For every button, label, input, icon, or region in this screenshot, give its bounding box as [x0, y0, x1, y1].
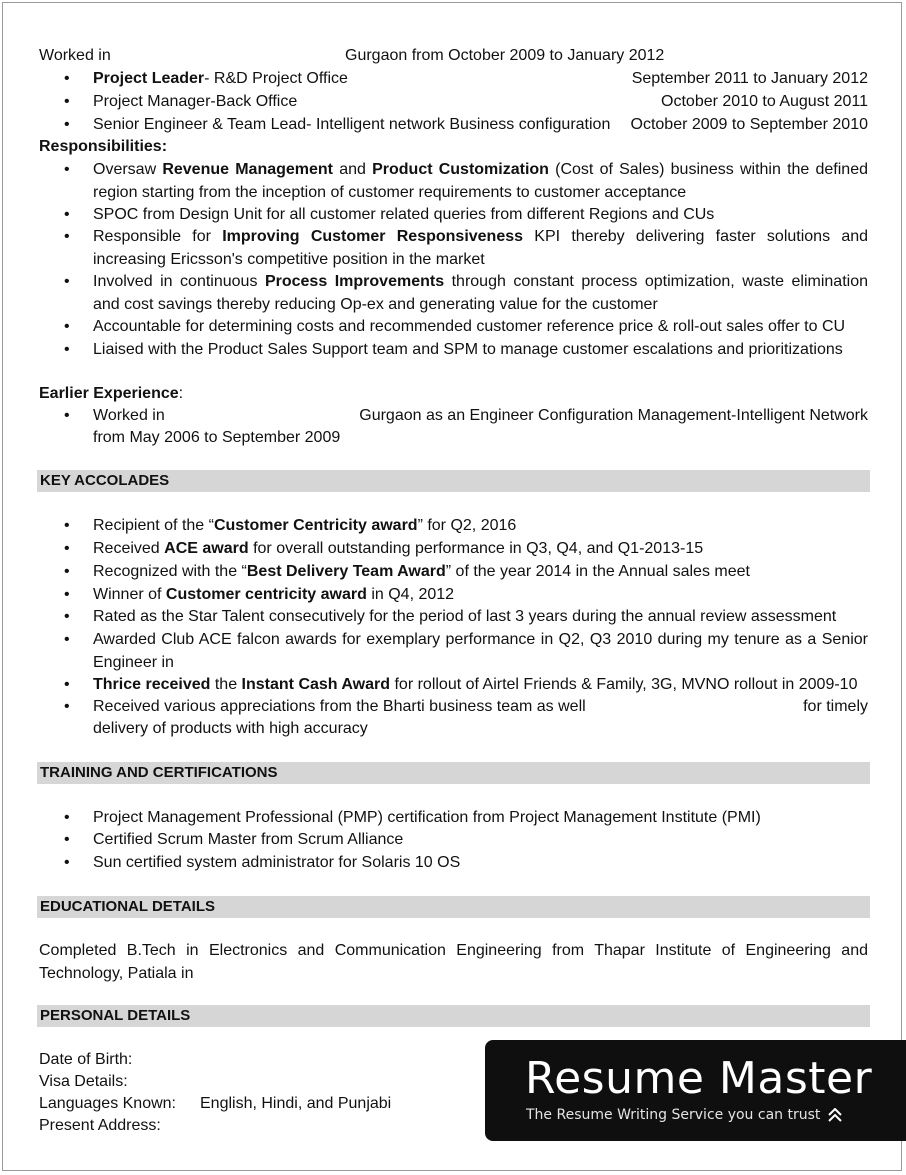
accolade-item: Recipient of the “Customer Centricity award” for Q2, 2016	[93, 517, 517, 534]
accolade-item: Awarded Club ACE falcon awards for exemplary performance in Q2, Q3 2010 during my tenure as a Senior Engineer in	[93, 631, 868, 671]
watermark-title: Resume Master	[525, 1053, 873, 1104]
responsibility-item: Responsible for Improving Customer Responsiveness KPI thereby delivering faster solutions and increasing Ericsson's competitive position in the market	[93, 228, 869, 268]
bullet	[64, 807, 70, 829]
role-period: September 2011 to January 2012	[631, 70, 868, 87]
watermark-tagline: The Resume Writing Service you can trust	[526, 1107, 821, 1123]
bullet	[64, 226, 70, 248]
bullet	[64, 339, 70, 361]
earlier-worked-in: Worked in	[93, 407, 165, 424]
bullet	[64, 405, 70, 427]
bullet	[64, 629, 70, 651]
responsibility-item: Oversaw Revenue Management and Product Customization (Cost of Sales) business within the defined region starting from the inception of customer requirements to customer acceptance	[93, 161, 869, 201]
resume-master-watermark	[485, 1040, 906, 1141]
responsibility-item: Accountable for determining costs and recommended customer reference price & roll-out sales offer to CU	[93, 318, 846, 335]
languages-label: Languages Known:	[39, 1095, 176, 1112]
accolade-item: Rated as the Star Talent consecutively for the period of last 3 years during the annual review assessment	[93, 608, 837, 625]
responsibilities-heading: Responsibilities:	[39, 138, 168, 155]
earlier-experience-heading: Earlier Experience:	[39, 385, 184, 402]
bullet	[64, 91, 70, 113]
earlier-experience-text: Gurgaon as an Engineer Configuration Management-Intelligent Network	[359, 407, 868, 424]
bullet	[64, 114, 70, 136]
training-item: Project Management Professional (PMP) certification from Project Management Institute (PMI)	[93, 809, 761, 826]
double-chevron-up-icon	[827, 1108, 843, 1122]
bullet	[64, 584, 70, 606]
bullet	[64, 538, 70, 560]
responsibility-item: SPOC from Design Unit for all customer related queries from different Regions and CUs	[93, 206, 715, 223]
bullet	[64, 852, 70, 874]
accolade-item-continued: delivery of products with high accuracy	[93, 720, 368, 737]
training-item: Sun certified system administrator for Solaris 10 OS	[93, 854, 461, 871]
bullet	[64, 696, 70, 718]
education-text: Completed B.Tech in Electronics and Communication Engineering from Thapar Institute of Engineering and Technology, Patiala in	[39, 942, 868, 982]
earlier-period: from May 2006 to September 2009	[93, 429, 341, 446]
bullet	[64, 674, 70, 696]
accolade-item: Thrice received the Instant Cash Award for rollout of Airtel Friends & Family, 3G, MVNO rollout in 2009-10	[93, 676, 858, 693]
worked-in-label: Worked in	[39, 47, 111, 64]
bullet	[64, 68, 70, 90]
bullet	[64, 606, 70, 628]
responsibility-item: Liaised with the Product Sales Support team and SPM to manage customer escalations and prioritizations	[93, 341, 843, 358]
accolade-item-end: for timely	[803, 698, 868, 715]
bullet	[64, 829, 70, 851]
responsibility-item: Involved in continuous Process Improvements through constant process optimization, waste elimination and cost savings thereby reducing Op-ex and generating value for the customer	[93, 273, 868, 313]
role-title: Project Manager-Back Office	[93, 93, 298, 110]
bullet	[64, 204, 70, 226]
role-title: Senior Engineer & Team Lead- Intelligent network Business configuration	[93, 116, 611, 133]
role-period: October 2010 to August 2011	[661, 93, 868, 110]
section-heading-training: TRAINING AND CERTIFICATIONS	[37, 762, 870, 784]
bullet	[64, 271, 70, 293]
languages-value: English, Hindi, and Punjabi	[200, 1095, 392, 1112]
bullet	[64, 159, 70, 181]
training-item: Certified Scrum Master from Scrum Alliance	[93, 831, 404, 848]
bullet	[64, 561, 70, 583]
accolade-item: Winner of Customer centricity award in Q4, 2012	[93, 586, 455, 603]
bullet	[64, 515, 70, 537]
visa-label: Visa Details:	[39, 1073, 128, 1090]
dob-label: Date of Birth:	[39, 1051, 133, 1068]
role-period: October 2009 to September 2010	[630, 116, 868, 133]
worked-in-location: Gurgaon from October 2009 to January 2012	[345, 47, 665, 64]
section-heading-accolades: KEY ACCOLADES	[37, 470, 870, 492]
section-heading-personal: PERSONAL DETAILS	[37, 1005, 870, 1027]
role-title: Project Leader- R&D Project Office	[93, 70, 348, 87]
address-label: Present Address:	[39, 1117, 161, 1134]
accolade-item: Received ACE award for overall outstanding performance in Q3, Q4, and Q1-2013-15	[93, 540, 704, 557]
section-heading-education: EDUCATIONAL DETAILS	[37, 896, 870, 918]
bullet	[64, 316, 70, 338]
accolade-item: Recognized with the “Best Delivery Team Award” of the year 2014 in the Annual sales meet	[93, 563, 750, 580]
accolade-item: Received various appreciations from the Bharti business team as well	[93, 698, 586, 715]
